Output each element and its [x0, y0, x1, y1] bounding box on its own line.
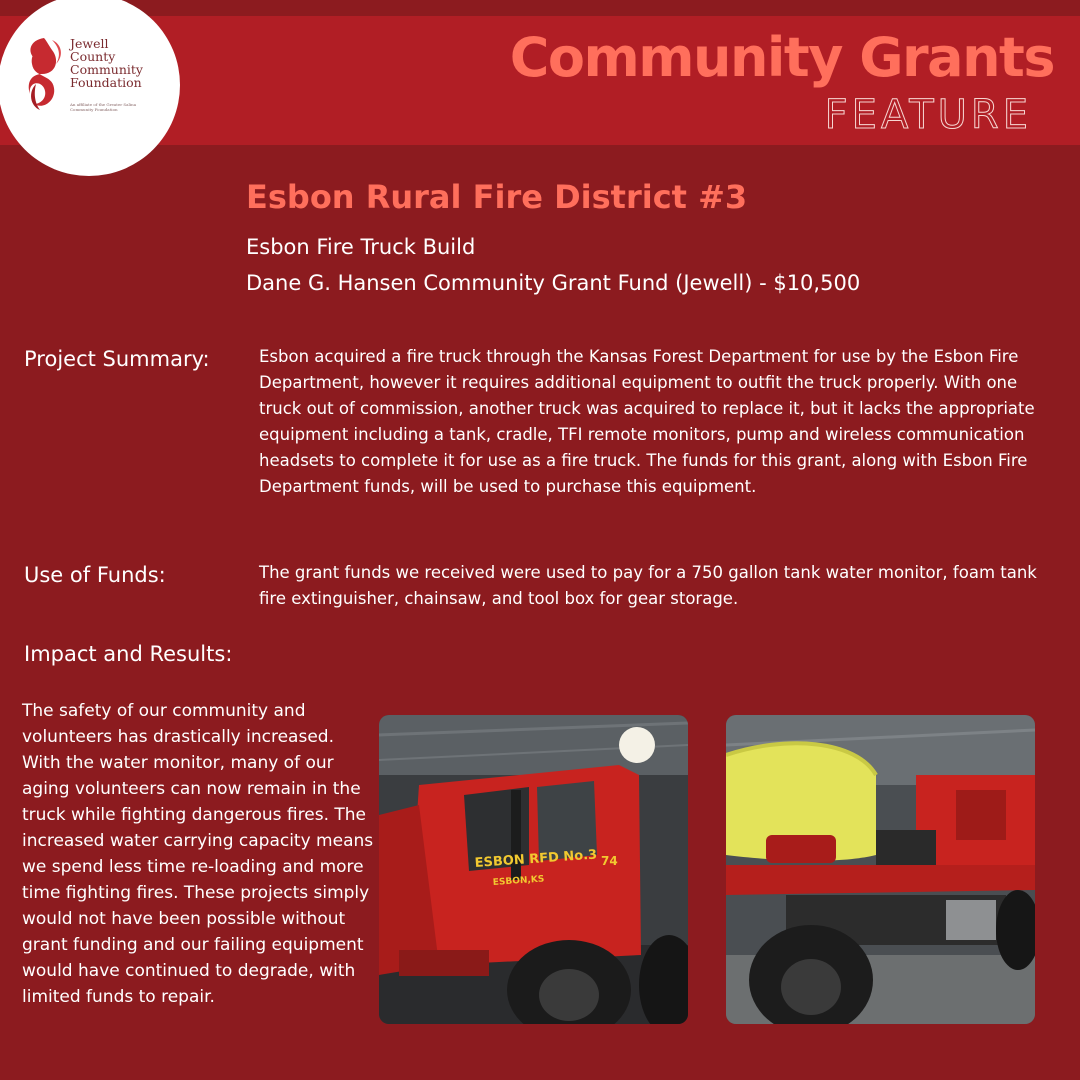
funds-text: The grant funds we received were used to pay for a 750 gallon tank water monitor, foam tank fire extinguisher, chainsaw, and tool box for gear storage.: [259, 563, 1037, 608]
summary-label: Project Summary:: [24, 347, 210, 371]
logo-wordmark: [70, 37, 170, 89]
foundation-logo: [0, 0, 180, 176]
fire-truck-front-image: [379, 715, 688, 1024]
project-name: Esbon Fire Truck Build: [246, 235, 476, 259]
ribbon-logo-icon: [22, 34, 68, 114]
fire-truck-bed-photo: [726, 715, 1035, 1024]
top-border: [0, 0, 1080, 16]
fire-truck-tank-image: [726, 715, 1035, 1024]
logo-line-1: Jewell: [70, 36, 109, 51]
truck-door-text-2: ESBON,KS: [492, 874, 545, 888]
impact-label: Impact and Results:: [24, 642, 233, 666]
page-subtitle: FEATURE: [824, 92, 1032, 138]
logo-line-2: County: [70, 49, 116, 64]
fire-truck-cab-photo: [379, 715, 688, 1024]
logo-line-3: Community: [70, 62, 143, 77]
funds-label: Use of Funds:: [24, 563, 166, 587]
truck-door-text-1: ESBON RFD No.3: [474, 847, 598, 871]
impact-text: The safety of our community and volunteers has drastically increased. With the water monitor, many of our aging volunteers can now remain in the truck while fighting dangerous fires. The increased water carrying capacity means we spend less time re-loading and more time fighting fires. These projects simply would not have been possible without grant funding and our failing equipment would have continued to degrade, with limited funds to repair.: [22, 701, 374, 1007]
page-title: Community Grants: [509, 26, 1054, 89]
organization-name: Esbon Rural Fire District #3: [246, 178, 748, 216]
summary-text: Esbon acquired a fire truck through the Kansas Forest Department for use by the Esbon Fire Department, however it requires additional equipment to outfit the truck properly. With one truck out of commission, another truck was acquired to replace it, but it lacks the appropriate equipment including a tank, cradle, TFI remote monitors, pump and wireless communication headsets to complete it for use as a fire truck. The funds for this grant, along with Esbon Fire Department funds, will be used to purchase this equipment.: [259, 347, 1035, 496]
truck-number-text: 74: [601, 854, 618, 868]
logo-affiliate-text: An affiliate of the Greater Salina Community Foundation: [70, 102, 137, 112]
grant-fund-line: Dane G. Hansen Community Grant Fund (Jewell) - $10,500: [246, 271, 861, 295]
logo-line-4: Foundation: [70, 75, 142, 90]
